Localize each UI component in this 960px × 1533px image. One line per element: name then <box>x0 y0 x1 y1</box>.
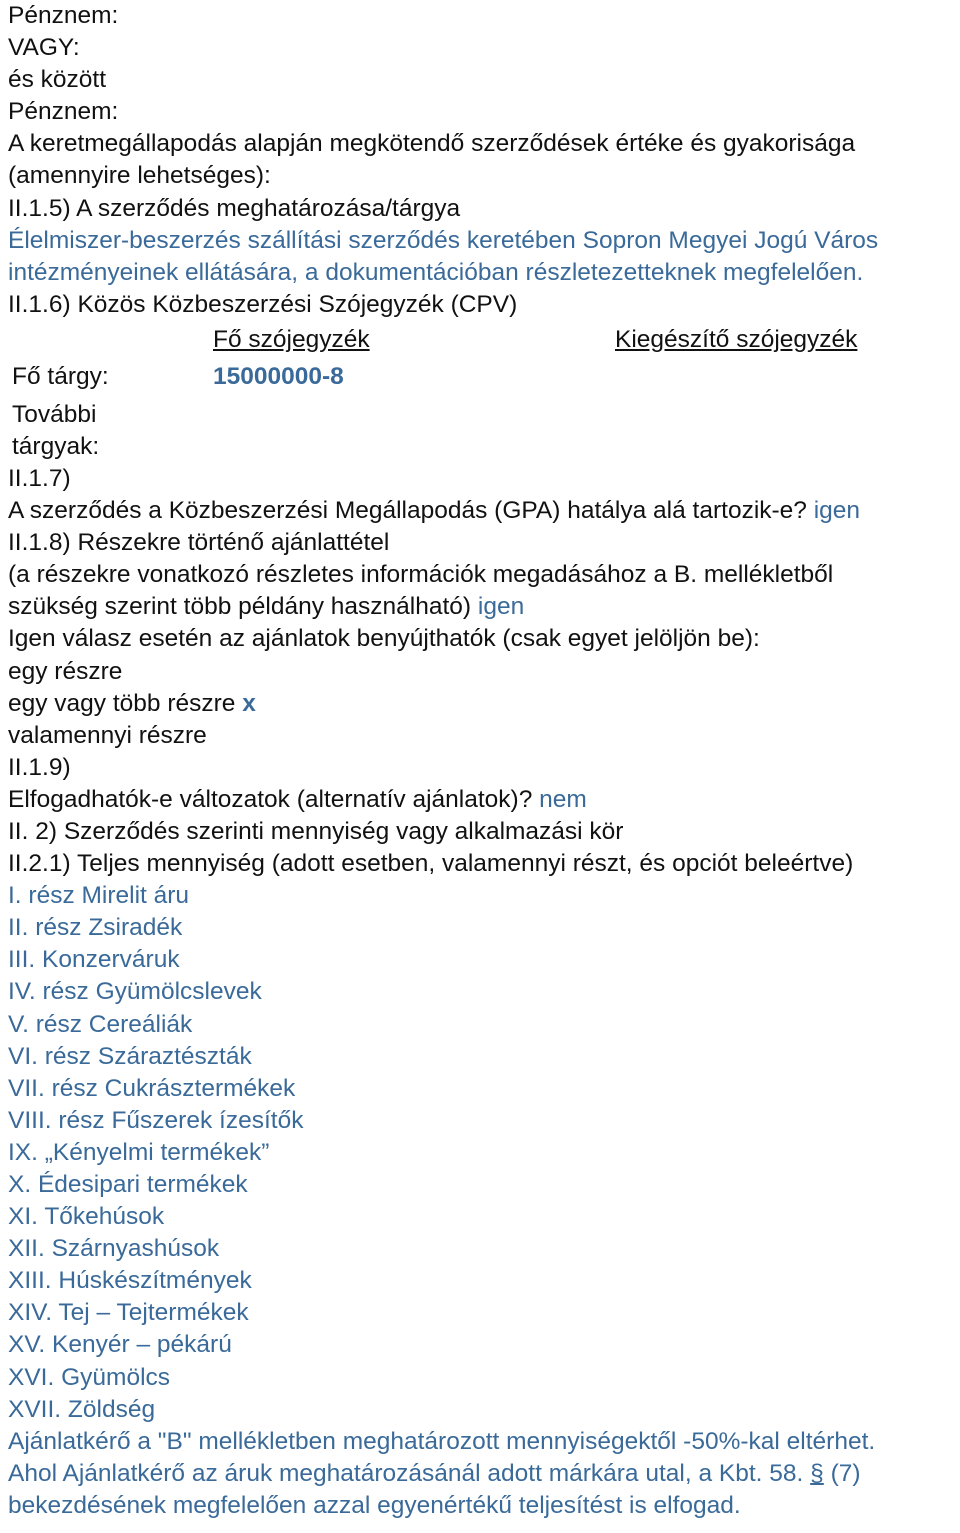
lots-note-line1: (a részekre vonatkozó részletes információk megadásához a B. mellékletből <box>8 561 834 589</box>
section-ii-2-1-heading: II.2.1) Teljes mennyiség (adott esetben, valamennyi részt, és opciót beleértve) <box>8 850 854 878</box>
cpv-supplementary-vocabulary-header: Kiegészítő szójegyzék <box>615 325 858 353</box>
list-item: IV. rész Gyümölcslevek <box>8 978 262 1006</box>
procurement-notice-document <box>8 0 958 1522</box>
list-item: IX. „Kényelmi termékek” <box>8 1138 270 1166</box>
list-item: VI. rész Száraztészták <box>8 1042 252 1070</box>
cpv-main-subject-row <box>8 359 958 399</box>
section-ii-1-8-heading: II.1.8) Részekre történő ajánlattétel <box>8 529 390 557</box>
list-item: III. Konzerváruk <box>8 946 180 974</box>
currency-label-2: Pénznem: <box>8 98 119 126</box>
brand-equivalence-text: Ahol Ajánlatkérő az áruk meghatározásánál adott márkára utal, a Kbt. 58. <box>8 1459 804 1487</box>
lots-note-text: szükség szerint több példány használható) <box>8 593 472 621</box>
framework-value-text-line1: A keretmegállapodás alapján megkötendő szerződések értéke és gyakorisága <box>8 130 856 158</box>
list-item: XVI. Gyümölcs <box>8 1363 171 1391</box>
additional-subjects-label-line2: tárgyak: <box>12 432 100 460</box>
list-item: VIII. rész Fűszerek ízesítők <box>8 1106 304 1134</box>
list-item: XIV. Tej – Tejtermékek <box>8 1299 249 1327</box>
option-one-or-more-lots: egy vagy több részre <box>8 689 236 717</box>
variants-question-line <box>8 784 958 816</box>
list-item: X. Édesipari termékek <box>8 1171 248 1198</box>
list-item: I. rész Mirelit áru <box>8 882 190 910</box>
paragraph-number: (7) <box>830 1459 861 1487</box>
framework-value-text-line2: (amennyire lehetséges): <box>8 162 271 190</box>
section-sign-link[interactable]: § <box>810 1459 824 1487</box>
list-item: XVII. Zöldség <box>8 1395 156 1423</box>
additional-subjects-label-line1: További <box>12 400 97 428</box>
option-one-lot: egy részre <box>8 657 123 685</box>
lots-note-line2 <box>8 591 958 623</box>
section-ii-1-5-heading: II.1.5) A szerződés meghatározása/tárgya <box>8 194 461 222</box>
section-ii-1-7-heading: II.1.7) <box>8 464 71 492</box>
main-subject-label: Fő tárgy: <box>12 362 109 390</box>
option-selected-mark: x <box>242 689 256 717</box>
or-label: VAGY: <box>8 34 80 62</box>
option-all-lots: valamennyi részre <box>8 721 207 749</box>
currency-label-1: Pénznem: <box>8 2 119 29</box>
section-ii-1-9-heading: II.1.9) <box>8 753 71 781</box>
section-ii-2-heading: II. 2) Szerződés szerinti mennyiség vagy alkalmazási kör <box>8 817 624 845</box>
list-item: II. rész Zsiradék <box>8 914 183 942</box>
option-one-or-more-lots-line <box>8 688 958 720</box>
submission-instruction: Igen válasz esetén az ajánlatok benyújthatók (csak egyet jelöljön be): <box>8 625 760 653</box>
list-item: XII. Szárnyashúsok <box>8 1235 220 1263</box>
list-item: XV. Kenyér – pékárú <box>8 1331 232 1359</box>
brand-equivalence-note-line2: bekezdésének megfelelően azzal egyenértékű teljesítést is elfogad. <box>8 1491 741 1519</box>
between-label: és között <box>8 66 107 94</box>
variants-question: Elfogadhatók-e változatok (alternatív ajánlatok)? <box>8 785 533 813</box>
lots-answer: igen <box>477 593 525 621</box>
quantity-deviation-note: Ajánlatkérő a "B" mellékletben meghatározott mennyiségektől -50%-kal eltérhet. <box>8 1427 876 1455</box>
gpa-answer: igen <box>813 497 861 525</box>
section-ii-1-6-heading: II.1.6) Közös Közbeszerzési Szójegyzék (CPV) <box>8 290 518 318</box>
cpv-main-vocabulary-header: Fő szójegyzék <box>213 325 370 353</box>
contract-subject-line2: intézményeinek ellátására, a dokumentációban részletezetteknek megfelelően. <box>8 258 864 286</box>
contract-subject-line1: Élelmiszer-beszerzés szállítási szerződés keretében Sopron Megyei Jogú Város <box>8 226 879 254</box>
main-subject-cpv-code: 15000000-8 <box>213 362 344 390</box>
lots-list <box>8 880 958 1426</box>
variants-answer: nem <box>539 785 587 813</box>
list-item: VII. rész Cukrásztermékek <box>8 1074 296 1102</box>
list-item: V. rész Cereáliák <box>8 1010 193 1038</box>
cpv-additional-subjects-row <box>8 399 958 463</box>
brand-equivalence-note-line1 <box>8 1458 958 1490</box>
gpa-question: A szerződés a Közbeszerzési Megállapodás (GPA) hatálya alá tartozik-e? <box>8 497 807 525</box>
cpv-column-headers <box>8 321 958 359</box>
list-item: XI. Tőkehúsok <box>8 1203 165 1231</box>
gpa-question-line <box>8 495 958 527</box>
list-item: XIII. Húskészítmények <box>8 1267 252 1295</box>
